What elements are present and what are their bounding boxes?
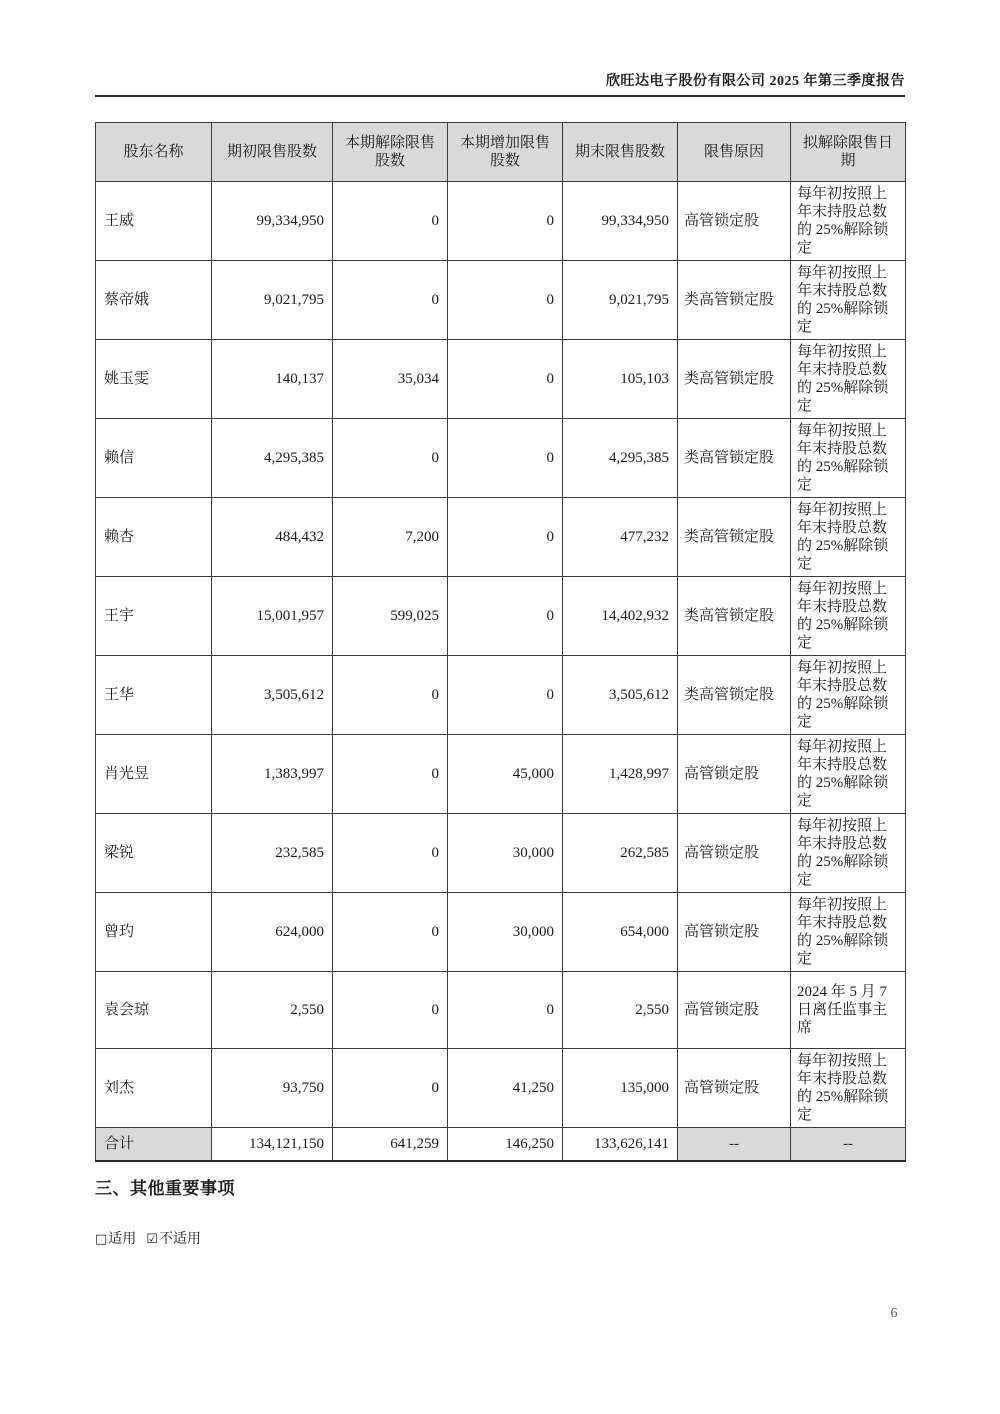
cell-release-date: 每年初按照上年末持股总数的 25%解除锁定 [791, 419, 906, 498]
cell-restriction-reason: 类高管锁定股 [678, 261, 791, 340]
cell-released: 35,034 [333, 340, 448, 419]
table-row [96, 419, 906, 498]
cell-restriction-reason: 类高管锁定股 [678, 340, 791, 419]
cell-restriction-reason: 高管锁定股 [678, 814, 791, 893]
cell-release-date: 每年初按照上年末持股总数的 25%解除锁定 [791, 182, 906, 261]
cell-begin-restricted: 9,021,795 [212, 261, 333, 340]
cell-released: 0 [333, 814, 448, 893]
checkbox-checked-icon: ☑ [146, 1232, 158, 1247]
header-divider [95, 95, 905, 97]
option-applicable-label: 适用 [108, 1232, 137, 1247]
table-row [96, 1049, 906, 1128]
cell-release-date: 每年初按照上年末持股总数的 25%解除锁定 [791, 261, 906, 340]
cell-released: 599,025 [333, 577, 448, 656]
cell-added: 0 [448, 498, 563, 577]
cell-added: 0 [448, 340, 563, 419]
cell-begin-restricted: 4,295,385 [212, 419, 333, 498]
cell-release-date: 每年初按照上年末持股总数的 25%解除锁定 [791, 656, 906, 735]
cell-released: 0 [333, 1049, 448, 1128]
header-end-restricted: 期末限售股数 [563, 123, 678, 182]
cell-total-added: 146,250 [448, 1128, 563, 1162]
cell-shareholder-name: 姚玉雯 [96, 340, 212, 419]
header-begin-restricted: 期初限售股数 [212, 123, 333, 182]
cell-added: 0 [448, 182, 563, 261]
table-row [96, 340, 906, 419]
table-header-row [96, 123, 906, 182]
cell-begin-restricted: 2,550 [212, 972, 333, 1049]
cell-shareholder-name: 曾玓 [96, 893, 212, 972]
cell-begin-restricted: 15,001,957 [212, 577, 333, 656]
report-header-title: 欣旺达电子股份有限公司 2025 年第三季度报告 [606, 74, 905, 89]
cell-shareholder-name: 袁会琼 [96, 972, 212, 1049]
cell-released: 0 [333, 182, 448, 261]
cell-restriction-reason: 高管锁定股 [678, 972, 791, 1049]
cell-added: 0 [448, 656, 563, 735]
checkbox-unchecked-icon: □ [95, 1232, 108, 1247]
table-row [96, 182, 906, 261]
cell-added: 45,000 [448, 735, 563, 814]
cell-total-end: 133,626,141 [563, 1128, 678, 1162]
cell-added: 41,250 [448, 1049, 563, 1128]
table-row [96, 814, 906, 893]
header-added-this-period: 本期增加限售股数 [448, 123, 563, 182]
cell-shareholder-name: 梁锐 [96, 814, 212, 893]
cell-restriction-reason: 高管锁定股 [678, 735, 791, 814]
cell-begin-restricted: 624,000 [212, 893, 333, 972]
cell-shareholder-name: 赖信 [96, 419, 212, 498]
table-row [96, 656, 906, 735]
cell-released: 0 [333, 972, 448, 1049]
option-not-applicable-label: 不适用 [158, 1232, 201, 1247]
cell-end-restricted: 3,505,612 [563, 656, 678, 735]
cell-release-date: 2024 年 5 月 7 日离任监事主席 [791, 972, 906, 1049]
cell-release-date: 每年初按照上年末持股总数的 25%解除锁定 [791, 340, 906, 419]
cell-release-date: 每年初按照上年末持股总数的 25%解除锁定 [791, 893, 906, 972]
cell-added: 0 [448, 419, 563, 498]
cell-end-restricted: 99,334,950 [563, 182, 678, 261]
cell-added: 0 [448, 972, 563, 1049]
cell-release-date: 每年初按照上年末持股总数的 25%解除锁定 [791, 735, 906, 814]
cell-restriction-reason: 高管锁定股 [678, 182, 791, 261]
cell-released: 7,200 [333, 498, 448, 577]
cell-release-date: 每年初按照上年末持股总数的 25%解除锁定 [791, 577, 906, 656]
table-row [96, 261, 906, 340]
cell-end-restricted: 9,021,795 [563, 261, 678, 340]
cell-shareholder-name: 赖杏 [96, 498, 212, 577]
cell-total-date-dash: -- [791, 1128, 906, 1162]
header-restriction-reason: 限售原因 [678, 123, 791, 182]
table-row [96, 735, 906, 814]
cell-shareholder-name: 王华 [96, 656, 212, 735]
cell-released: 0 [333, 735, 448, 814]
table-row [96, 577, 906, 656]
page-number: 6 [890, 1306, 898, 1321]
applicability-options [95, 1228, 211, 1248]
cell-end-restricted: 477,232 [563, 498, 678, 577]
cell-total-begin: 134,121,150 [212, 1128, 333, 1162]
cell-end-restricted: 1,428,997 [563, 735, 678, 814]
cell-restriction-reason: 类高管锁定股 [678, 419, 791, 498]
table-total-row [96, 1128, 906, 1162]
cell-end-restricted: 105,103 [563, 340, 678, 419]
cell-shareholder-name: 王威 [96, 182, 212, 261]
section-heading-other-important-matters: 三、其他重要事项 [95, 1179, 235, 1198]
cell-added: 30,000 [448, 814, 563, 893]
cell-release-date: 每年初按照上年末持股总数的 25%解除锁定 [791, 814, 906, 893]
option-not-applicable [146, 1232, 201, 1247]
cell-end-restricted: 2,550 [563, 972, 678, 1049]
cell-begin-restricted: 484,432 [212, 498, 333, 577]
table-row [96, 893, 906, 972]
cell-total-reason-dash: -- [678, 1128, 791, 1162]
cell-restriction-reason: 高管锁定股 [678, 1049, 791, 1128]
table-row [96, 972, 906, 1049]
cell-release-date: 每年初按照上年末持股总数的 25%解除锁定 [791, 498, 906, 577]
cell-released: 0 [333, 656, 448, 735]
cell-shareholder-name: 肖光昱 [96, 735, 212, 814]
cell-end-restricted: 262,585 [563, 814, 678, 893]
cell-total-released: 641,259 [333, 1128, 448, 1162]
cell-end-restricted: 14,402,932 [563, 577, 678, 656]
header-shareholder-name: 股东名称 [96, 123, 212, 182]
cell-restriction-reason: 类高管锁定股 [678, 577, 791, 656]
cell-begin-restricted: 232,585 [212, 814, 333, 893]
cell-restriction-reason: 类高管锁定股 [678, 498, 791, 577]
cell-restriction-reason: 类高管锁定股 [678, 656, 791, 735]
cell-added: 0 [448, 261, 563, 340]
option-applicable [95, 1232, 136, 1247]
cell-begin-restricted: 93,750 [212, 1049, 333, 1128]
cell-release-date: 每年初按照上年末持股总数的 25%解除锁定 [791, 1049, 906, 1128]
cell-begin-restricted: 1,383,997 [212, 735, 333, 814]
cell-total-label: 合计 [96, 1128, 212, 1162]
cell-end-restricted: 4,295,385 [563, 419, 678, 498]
cell-end-restricted: 135,000 [563, 1049, 678, 1128]
header-released-this-period: 本期解除限售股数 [333, 123, 448, 182]
cell-released: 0 [333, 893, 448, 972]
cell-shareholder-name: 刘杰 [96, 1049, 212, 1128]
cell-begin-restricted: 3,505,612 [212, 656, 333, 735]
header-proposed-release-date: 拟解除限售日期 [791, 123, 906, 182]
cell-added: 30,000 [448, 893, 563, 972]
cell-restriction-reason: 高管锁定股 [678, 893, 791, 972]
cell-shareholder-name: 蔡帝娥 [96, 261, 212, 340]
cell-begin-restricted: 99,334,950 [212, 182, 333, 261]
cell-added: 0 [448, 577, 563, 656]
table-row [96, 498, 906, 577]
cell-shareholder-name: 王宇 [96, 577, 212, 656]
restricted-shares-table [95, 122, 906, 1162]
cell-released: 0 [333, 261, 448, 340]
cell-end-restricted: 654,000 [563, 893, 678, 972]
cell-begin-restricted: 140,137 [212, 340, 333, 419]
cell-released: 0 [333, 419, 448, 498]
